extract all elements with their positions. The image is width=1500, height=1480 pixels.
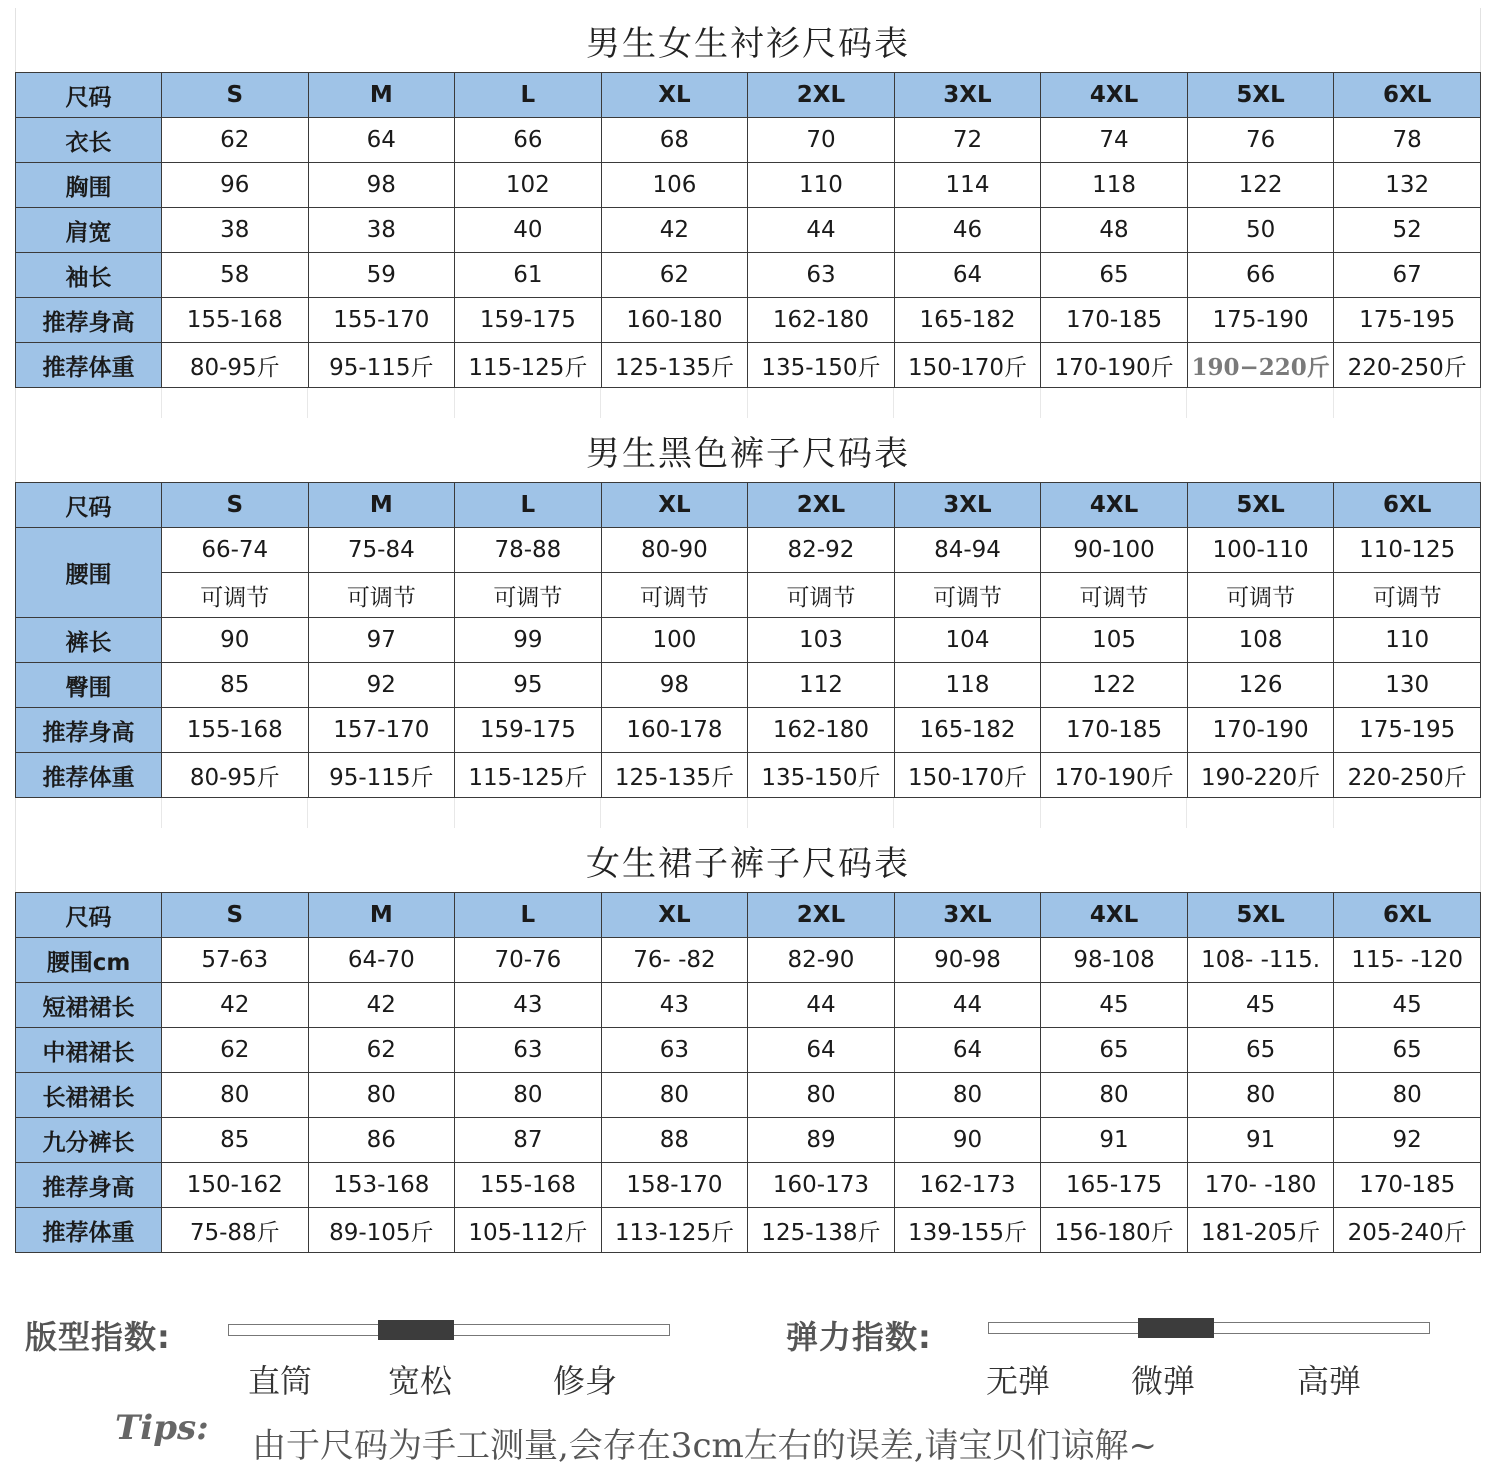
table-cell: 80 <box>455 1073 602 1118</box>
table-cell: 可调节 <box>1334 573 1481 618</box>
size-header-6xl: 6XL <box>1334 893 1481 938</box>
row-label: 袖长 <box>16 253 162 298</box>
table-cell: 157-170 <box>308 708 455 753</box>
table-cell: 76- -82 <box>601 938 748 983</box>
table-cell: 67 <box>1334 253 1481 298</box>
row-label: 中裙裙长 <box>16 1028 162 1073</box>
row-label: 短裙裙长 <box>16 983 162 1028</box>
table-cell: 72 <box>894 118 1041 163</box>
table-cell: 62 <box>162 118 309 163</box>
table-cell: 70-76 <box>455 938 602 983</box>
table-cell: 80 <box>894 1073 1041 1118</box>
table-row <box>16 1163 1481 1208</box>
table-cell: 110 <box>1334 618 1481 663</box>
table-cell: 170-185 <box>1041 298 1188 343</box>
table-cell: 45 <box>1334 983 1481 1028</box>
shirt-size-table <box>15 72 1481 388</box>
table-cell: 87 <box>455 1118 602 1163</box>
table-cell: 105 <box>1041 618 1188 663</box>
table-cell: 90-98 <box>894 938 1041 983</box>
table-cell: 165-175 <box>1041 1163 1188 1208</box>
table-cell: 91 <box>1187 1118 1334 1163</box>
table-cell: 170-185 <box>1041 708 1188 753</box>
table-row <box>16 983 1481 1028</box>
table-cell: 80 <box>1041 1073 1188 1118</box>
stretch-index-bar <box>988 1322 1430 1334</box>
table-cell: 118 <box>894 663 1041 708</box>
table-cell: 95-115斤 <box>308 753 455 798</box>
table-cell: 80-90 <box>601 528 748 573</box>
pants-table-title: 男生黑色裤子尺码表 <box>15 418 1481 482</box>
table-cell: 57-63 <box>162 938 309 983</box>
table-cell: 38 <box>162 208 309 253</box>
size-header-m: M <box>308 73 455 118</box>
table-cell: 205-240斤 <box>1334 1208 1481 1253</box>
row-label: 推荐体重 <box>16 343 162 388</box>
table-row <box>16 938 1481 983</box>
table-cell: 82-90 <box>748 938 895 983</box>
table-row <box>16 573 1481 618</box>
table-cell: 102 <box>455 163 602 208</box>
table-row <box>16 708 1481 753</box>
table-cell: 65 <box>1334 1028 1481 1073</box>
table-row <box>16 118 1481 163</box>
table-cell: 115- -120 <box>1334 938 1481 983</box>
stretch-option-slight: 微弹 <box>1131 1362 1196 1400</box>
table-cell: 52 <box>1334 208 1481 253</box>
size-header-l: L <box>455 893 602 938</box>
table-cell: 63 <box>601 1028 748 1073</box>
table-cell: 65 <box>1187 1028 1334 1073</box>
size-header-2xl: 2XL <box>748 73 895 118</box>
table-cell: 78-88 <box>455 528 602 573</box>
table-cell: 75-84 <box>308 528 455 573</box>
stretch-index-label: 弹力指数: <box>786 1318 932 1356</box>
table-cell: 80-95斤 <box>162 753 309 798</box>
table-cell: 135-150斤 <box>748 343 895 388</box>
table-cell: 97 <box>308 618 455 663</box>
table-cell: 80 <box>1334 1073 1481 1118</box>
fit-index-bar <box>228 1324 670 1336</box>
table-cell: 44 <box>748 983 895 1028</box>
table-cell: 181-205斤 <box>1187 1208 1334 1253</box>
table-cell: 89-105斤 <box>308 1208 455 1253</box>
table-cell: 190−220斤 <box>1187 343 1334 388</box>
table-cell: 85 <box>162 663 309 708</box>
table-cell: 86 <box>308 1118 455 1163</box>
size-header-5xl: 5XL <box>1187 893 1334 938</box>
row-label: 推荐身高 <box>16 298 162 343</box>
size-header-3xl: 3XL <box>894 483 1041 528</box>
table-cell: 38 <box>308 208 455 253</box>
table-cell: 165-182 <box>894 298 1041 343</box>
tips-text: 由于尺码为手工测量,会存在3cm左右的误差,请宝贝们谅解~ <box>252 1426 1158 1466</box>
table-cell: 108- -115. <box>1187 938 1334 983</box>
skirt-table-title: 女生裙子裤子尺码表 <box>15 828 1481 892</box>
table-cell: 175-190 <box>1187 298 1334 343</box>
row-label: 肩宽 <box>16 208 162 253</box>
table-row <box>16 163 1481 208</box>
table-cell: 48 <box>1041 208 1188 253</box>
table-row <box>16 753 1481 798</box>
table-cell: 44 <box>748 208 895 253</box>
table-cell: 118 <box>1041 163 1188 208</box>
table-cell: 63 <box>748 253 895 298</box>
size-header-2xl: 2XL <box>748 893 895 938</box>
table-cell: 可调节 <box>455 573 602 618</box>
table-cell: 90-100 <box>1041 528 1188 573</box>
row-label: 臀围 <box>16 663 162 708</box>
table-cell: 64-70 <box>308 938 455 983</box>
table-cell: 50 <box>1187 208 1334 253</box>
table-cell: 可调节 <box>894 573 1041 618</box>
table-cell: 45 <box>1187 983 1334 1028</box>
table-cell: 可调节 <box>1041 573 1188 618</box>
row-label: 衣长 <box>16 118 162 163</box>
row-label: 胸围 <box>16 163 162 208</box>
table-cell: 115-125斤 <box>455 343 602 388</box>
table-cell: 170-190斤 <box>1041 343 1188 388</box>
row-label: 腰围cm <box>16 938 162 983</box>
stretch-index-marker <box>1138 1318 1214 1338</box>
fit-index-marker <box>378 1320 454 1340</box>
table-cell: 64 <box>894 253 1041 298</box>
table-cell: 160-178 <box>601 708 748 753</box>
fit-option-loose: 宽松 <box>388 1362 453 1400</box>
table-cell: 130 <box>1334 663 1481 708</box>
table-cell: 92 <box>308 663 455 708</box>
table-row <box>16 253 1481 298</box>
size-header-row <box>16 893 1481 938</box>
table-cell: 98-108 <box>1041 938 1188 983</box>
table-cell: 122 <box>1041 663 1188 708</box>
table-cell: 170-190斤 <box>1041 753 1188 798</box>
table-row <box>16 298 1481 343</box>
size-header-m: M <box>308 483 455 528</box>
table-cell: 220-250斤 <box>1334 753 1481 798</box>
table-cell: 95 <box>455 663 602 708</box>
table-cell: 74 <box>1041 118 1188 163</box>
table-cell: 115-125斤 <box>455 753 602 798</box>
table-cell: 80 <box>162 1073 309 1118</box>
table-cell: 90 <box>894 1118 1041 1163</box>
table-cell: 155-168 <box>455 1163 602 1208</box>
table-cell: 132 <box>1334 163 1481 208</box>
table-cell: 78 <box>1334 118 1481 163</box>
table-cell: 114 <box>894 163 1041 208</box>
table-cell: 175-195 <box>1334 708 1481 753</box>
table-cell: 89 <box>748 1118 895 1163</box>
row-label: 推荐体重 <box>16 1208 162 1253</box>
table-row <box>16 1073 1481 1118</box>
table-cell: 125-138斤 <box>748 1208 895 1253</box>
table-cell: 98 <box>308 163 455 208</box>
size-header-2xl: 2XL <box>748 483 895 528</box>
table-cell: 61 <box>455 253 602 298</box>
table-row <box>16 663 1481 708</box>
table-cell: 75-88斤 <box>162 1208 309 1253</box>
table-row <box>16 1118 1481 1163</box>
table-cell: 125-135斤 <box>601 753 748 798</box>
size-header-label: 尺码 <box>16 73 162 118</box>
table-cell: 135-150斤 <box>748 753 895 798</box>
table-cell: 170-190 <box>1187 708 1334 753</box>
shirt-table-title: 男生女生衬衫尺码表 <box>15 8 1481 72</box>
table-cell: 122 <box>1187 163 1334 208</box>
table-cell: 80-95斤 <box>162 343 309 388</box>
table-cell: 150-170斤 <box>894 753 1041 798</box>
tips-label: Tips: <box>115 1408 209 1448</box>
table-cell: 64 <box>894 1028 1041 1073</box>
table-cell: 95-115斤 <box>308 343 455 388</box>
table-cell: 40 <box>455 208 602 253</box>
table-cell: 139-155斤 <box>894 1208 1041 1253</box>
size-header-5xl: 5XL <box>1187 73 1334 118</box>
table-cell: 96 <box>162 163 309 208</box>
table-cell: 100 <box>601 618 748 663</box>
table-cell: 45 <box>1041 983 1188 1028</box>
table-cell: 92 <box>1334 1118 1481 1163</box>
table-cell: 80 <box>601 1073 748 1118</box>
table-cell: 可调节 <box>308 573 455 618</box>
size-header-4xl: 4XL <box>1041 483 1188 528</box>
size-header-label: 尺码 <box>16 893 162 938</box>
table-cell: 155-168 <box>162 708 309 753</box>
table-cell: 62 <box>308 1028 455 1073</box>
size-header-label: 尺码 <box>16 483 162 528</box>
table-cell: 175-195 <box>1334 298 1481 343</box>
row-label: 推荐身高 <box>16 708 162 753</box>
table-cell: 156-180斤 <box>1041 1208 1188 1253</box>
table-row <box>16 618 1481 663</box>
table-cell: 150-162 <box>162 1163 309 1208</box>
skirt-size-table <box>15 892 1481 1253</box>
table-cell: 42 <box>308 983 455 1028</box>
table-cell: 68 <box>601 118 748 163</box>
table-cell: 112 <box>748 663 895 708</box>
size-header-row <box>16 73 1481 118</box>
size-header-xl: XL <box>601 73 748 118</box>
row-label: 长裙裙长 <box>16 1073 162 1118</box>
table-cell: 42 <box>162 983 309 1028</box>
table-cell: 103 <box>748 618 895 663</box>
table-row <box>16 528 1481 573</box>
table-cell: 84-94 <box>894 528 1041 573</box>
table-cell: 43 <box>601 983 748 1028</box>
size-header-s: S <box>162 893 309 938</box>
table-cell: 88 <box>601 1118 748 1163</box>
row-label: 裤长 <box>16 618 162 663</box>
size-header-6xl: 6XL <box>1334 483 1481 528</box>
size-chart-sheet <box>15 8 1481 1253</box>
table-cell: 162-180 <box>748 298 895 343</box>
table-cell: 82-92 <box>748 528 895 573</box>
size-header-4xl: 4XL <box>1041 73 1188 118</box>
size-header-m: M <box>308 893 455 938</box>
table-cell: 159-175 <box>455 298 602 343</box>
size-header-5xl: 5XL <box>1187 483 1334 528</box>
table-row <box>16 1028 1481 1073</box>
table-cell: 108 <box>1187 618 1334 663</box>
table-cell: 64 <box>308 118 455 163</box>
table-cell: 46 <box>894 208 1041 253</box>
size-header-xl: XL <box>601 893 748 938</box>
table-cell: 90 <box>162 618 309 663</box>
table-cell: 可调节 <box>748 573 895 618</box>
stretch-option-high: 高弹 <box>1297 1362 1362 1400</box>
fit-index-label: 版型指数: <box>25 1318 171 1356</box>
table-cell: 43 <box>455 983 602 1028</box>
table-cell: 113-125斤 <box>601 1208 748 1253</box>
size-header-3xl: 3XL <box>894 893 1041 938</box>
table-cell: 58 <box>162 253 309 298</box>
spacer-row <box>15 798 1481 828</box>
table-cell: 80 <box>308 1073 455 1118</box>
table-cell: 110-125 <box>1334 528 1481 573</box>
table-cell: 91 <box>1041 1118 1188 1163</box>
table-cell: 可调节 <box>1187 573 1334 618</box>
size-header-row <box>16 483 1481 528</box>
table-cell: 190-220斤 <box>1187 753 1334 798</box>
table-cell: 104 <box>894 618 1041 663</box>
table-cell: 162-173 <box>894 1163 1041 1208</box>
table-cell: 100-110 <box>1187 528 1334 573</box>
table-cell: 153-168 <box>308 1163 455 1208</box>
size-header-l: L <box>455 73 602 118</box>
table-cell: 可调节 <box>601 573 748 618</box>
size-header-xl: XL <box>601 483 748 528</box>
table-cell: 44 <box>894 983 1041 1028</box>
fit-option-straight: 直筒 <box>248 1362 313 1400</box>
spacer-row <box>15 388 1481 418</box>
pants-size-table <box>15 482 1481 798</box>
table-cell: 99 <box>455 618 602 663</box>
table-cell: 42 <box>601 208 748 253</box>
table-cell: 62 <box>162 1028 309 1073</box>
table-cell: 126 <box>1187 663 1334 708</box>
table-cell: 80 <box>748 1073 895 1118</box>
table-cell: 158-170 <box>601 1163 748 1208</box>
size-header-s: S <box>162 483 309 528</box>
table-cell: 62 <box>601 253 748 298</box>
table-cell: 125-135斤 <box>601 343 748 388</box>
table-cell: 66 <box>1187 253 1334 298</box>
table-cell: 220-250斤 <box>1334 343 1481 388</box>
table-cell: 85 <box>162 1118 309 1163</box>
table-cell: 110 <box>748 163 895 208</box>
table-cell: 160-173 <box>748 1163 895 1208</box>
fit-option-slim: 修身 <box>553 1362 618 1400</box>
size-header-s: S <box>162 73 309 118</box>
table-cell: 150-170斤 <box>894 343 1041 388</box>
table-cell: 可调节 <box>162 573 309 618</box>
table-cell: 65 <box>1041 1028 1188 1073</box>
table-row <box>16 343 1481 388</box>
size-header-4xl: 4XL <box>1041 893 1188 938</box>
table-cell: 106 <box>601 163 748 208</box>
stretch-option-none: 无弹 <box>986 1362 1051 1400</box>
table-cell: 155-170 <box>308 298 455 343</box>
table-cell: 105-112斤 <box>455 1208 602 1253</box>
table-row <box>16 1208 1481 1253</box>
table-cell: 59 <box>308 253 455 298</box>
table-cell: 64 <box>748 1028 895 1073</box>
table-cell: 66-74 <box>162 528 309 573</box>
table-cell: 66 <box>455 118 602 163</box>
table-cell: 160-180 <box>601 298 748 343</box>
size-header-l: L <box>455 483 602 528</box>
row-label: 腰围 <box>16 528 162 618</box>
table-cell: 98 <box>601 663 748 708</box>
table-cell: 162-180 <box>748 708 895 753</box>
table-cell: 70 <box>748 118 895 163</box>
row-label: 推荐身高 <box>16 1163 162 1208</box>
size-header-6xl: 6XL <box>1334 73 1481 118</box>
table-cell: 159-175 <box>455 708 602 753</box>
table-cell: 170- -180 <box>1187 1163 1334 1208</box>
table-cell: 65 <box>1041 253 1188 298</box>
table-cell: 63 <box>455 1028 602 1073</box>
table-cell: 165-182 <box>894 708 1041 753</box>
table-row <box>16 208 1481 253</box>
table-cell: 76 <box>1187 118 1334 163</box>
table-cell: 170-185 <box>1334 1163 1481 1208</box>
size-header-3xl: 3XL <box>894 73 1041 118</box>
row-label: 九分裤长 <box>16 1118 162 1163</box>
row-label: 推荐体重 <box>16 753 162 798</box>
table-cell: 80 <box>1187 1073 1334 1118</box>
table-cell: 155-168 <box>162 298 309 343</box>
